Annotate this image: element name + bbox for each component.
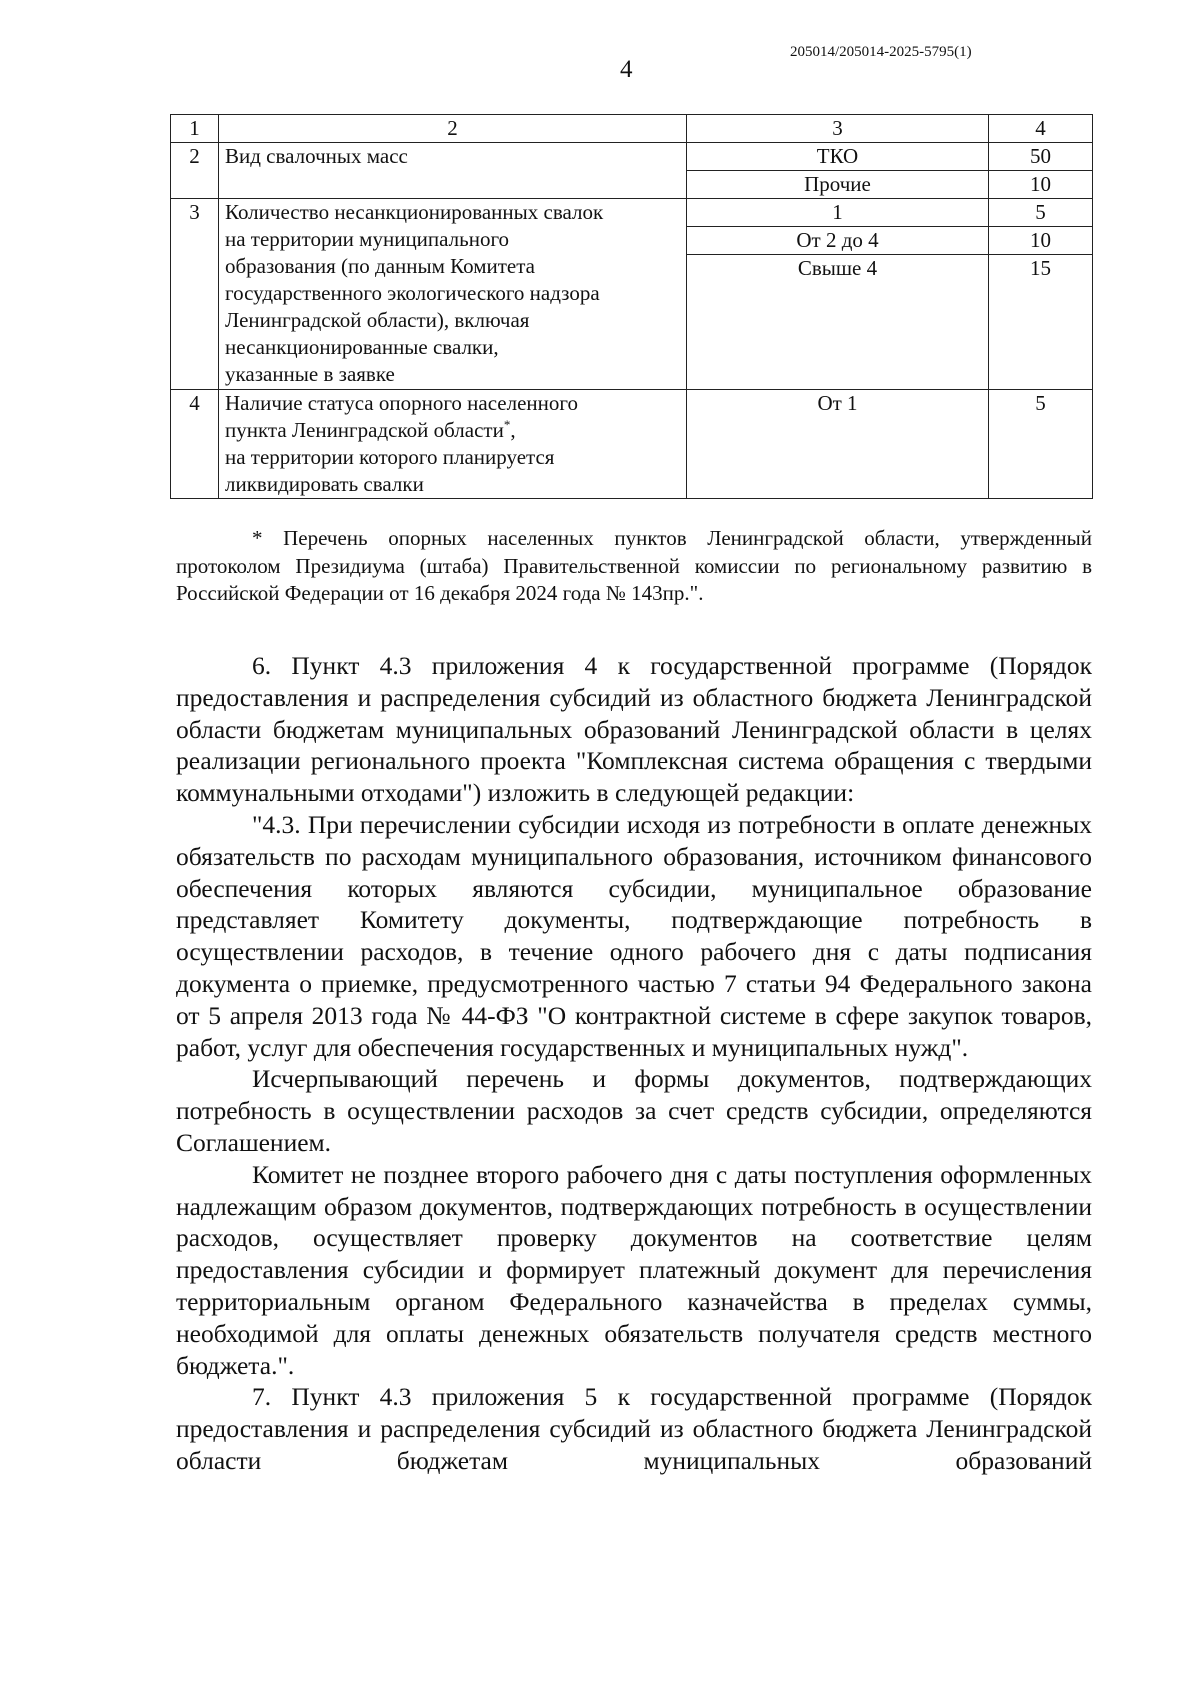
header-cell: 3 <box>687 115 989 143</box>
option-score: 50 <box>989 143 1093 171</box>
criterion-line: на территории муниципального <box>225 227 510 251</box>
option-value: ТКО <box>687 143 989 171</box>
row-number: 3 <box>171 199 219 390</box>
doc-number: 205014/205014-2025-5795(1) <box>790 44 972 60</box>
paragraph: "4.3. При перечислении субсидии исходя из потребности в оплате денежных обязательств по расходам муниципального образования, источником финансового обеспечения которых являются субсидии, муниципальное образование представляет Комитету документы, подтверждающие потребность в осуществлении расходов, в течение одного рабочего дня с даты подписания документа о приемке, предусмотренного частью 7 статьи 94 Федерального закона от 5 апреля 2013 года № 44-ФЗ "О контрактной системе в сфере закупок товаров, работ, услуг для обеспечения государственных и муниципальных нужд". <box>176 809 1092 1062</box>
criterion-line: образования (по данным Комитета <box>225 254 535 278</box>
option-score: 10 <box>989 227 1093 255</box>
criterion-text: Вид свалочных масс <box>219 143 687 199</box>
paragraph: 6. Пункт 4.3 приложения 4 к государственной программе (Порядок предоставления и распределения субсидий из областного бюджета Ленинградской области бюджетам муниципальных образований Ленинградской области в целях реализации регионального проекта "Комплексная система обращения с твердыми коммунальными отходами") изложить в следующей редакции: <box>176 651 1092 808</box>
option-score: 10 <box>989 171 1093 199</box>
table-header-row <box>171 115 1093 143</box>
table-row <box>171 143 1093 171</box>
row-number: 2 <box>171 143 219 199</box>
criterion-line <box>225 417 680 444</box>
option-value: 1 <box>687 199 989 227</box>
paragraph: Исчерпывающий перечень и формы документов, подтверждающих потребность в осуществлении расходов за счет средств субсидии, определяются Соглашением. <box>176 1064 1092 1157</box>
option-value: От 2 до 4 <box>687 227 989 255</box>
paragraph: 7. Пункт 4.3 приложения 5 к государственной программе (Порядок предоставления и распределения субсидий из областного бюджета Ленинградской области бюджетам муниципальных образований <box>176 1382 1092 1475</box>
criteria-table <box>170 114 1093 499</box>
row-number: 4 <box>171 390 219 499</box>
table-row <box>171 199 1093 227</box>
criterion-text <box>219 199 687 390</box>
header-cell: 1 <box>171 115 219 143</box>
option-value: Прочие <box>687 171 989 199</box>
criterion-line: несанкционированные свалки, <box>225 335 499 359</box>
option-score: 5 <box>989 199 1093 227</box>
option-value: От 1 <box>687 390 989 499</box>
option-value: Свыше 4 <box>687 255 989 390</box>
criterion-line: Наличие статуса опорного населенного <box>225 391 578 415</box>
header-cell: 2 <box>219 115 687 143</box>
criterion-line: указанные в заявке <box>225 362 395 386</box>
header-cell: 4 <box>989 115 1093 143</box>
page-number: 4 <box>620 56 633 83</box>
option-score: 15 <box>989 255 1093 390</box>
footnote: * Перечень опорных населенных пунктов Ленинградской области, утвержденный протоколом Президиума (штаба) Правительственной комиссии по региональному развитию в Российской Федерации от 16 декабря 2024 года № 143пр.". <box>176 526 1092 606</box>
paragraph: Комитет не позднее второго рабочего дня с даты поступления оформленных надлежащим образом документов, подтверждающих потребность в осуществлении расходов, осуществляет проверку документов на соответствие целям предоставления субсидии и формирует платежный документ для перечисления территориальным органом Федерального казначейства в пределах суммы, необходимой для оплаты денежных обязательств получателя средств местного бюджета.". <box>176 1159 1092 1380</box>
criterion-line-tail: , <box>510 418 516 442</box>
criterion-line-text: пункта Ленинградской области <box>225 418 504 442</box>
option-score: 5 <box>989 390 1093 499</box>
criterion-line: государственного экологического надзора <box>225 281 600 305</box>
footnote-marker: * <box>503 417 511 432</box>
criterion-line: Количество несанкционированных свалок <box>225 200 604 224</box>
document-body <box>176 650 1092 1477</box>
criterion-line: на территории которого планируется <box>225 445 555 469</box>
criterion-line: Ленинградской области), включая <box>225 308 530 332</box>
criterion-line: ликвидировать свалки <box>225 472 424 496</box>
criterion-text <box>219 390 687 499</box>
table-row <box>171 390 1093 499</box>
